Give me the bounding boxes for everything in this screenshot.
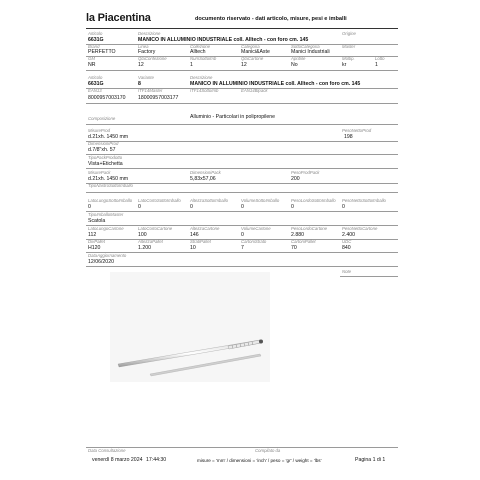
label-udc: UDC: [342, 239, 352, 244]
label-categoria: Categoria: [241, 44, 260, 49]
label-linea: Linea: [138, 44, 149, 49]
footer-date: venerdì 8 marzo 2024: [92, 457, 143, 463]
label-master: Master: [342, 44, 356, 49]
label-latocortosottoimb: LatoCortoSottoImballo: [138, 198, 181, 203]
label-composizione: Composizione: [88, 116, 116, 121]
label-ean14bipack: EAN14Bipack: [241, 88, 268, 93]
value-altezzacartone: 146: [190, 232, 199, 238]
label-pesonettocartone: PesoNettoCartone: [342, 226, 378, 231]
divider: [86, 252, 398, 253]
label-dataconsultazione: Data Consultazione: [88, 448, 126, 453]
value-pesonettocartone: 2.400: [342, 232, 355, 238]
footer-units-legend: misure = 'mm' / dimensioni = 'inch' / peso = 'gr' / weight = 'lbs': [197, 458, 322, 463]
label-volumecartone: VolumeCartone: [241, 226, 271, 231]
label-cartonistrato: CartoniStrato: [241, 239, 267, 244]
value-misurepack: d.21xh. 1450 mm: [88, 176, 129, 182]
label-articolo: Articolo: [88, 31, 103, 36]
value-categoria: Manici&Aste: [241, 49, 270, 55]
value-descrizione-variante: MANICO IN ALLUMINIO INDUSTRIALE coll. Alltech - con foro cm. 145: [190, 81, 361, 87]
value-altezzasottoimb: 0: [190, 204, 193, 210]
page-title: documento riservato - dati articolo, misure, pesi e imballi: [195, 16, 347, 22]
label-pesolordocartone: PesoLordoCartone: [291, 226, 328, 231]
label-dimensionipack: DimensioniPack: [190, 170, 221, 175]
value-altezzapallet: 1.200: [138, 245, 151, 251]
label-itf14sottoimb: ITF14SottoImb: [190, 88, 219, 93]
aluminium-handle-icon: [110, 272, 270, 382]
brand-logo: la Piacentina: [86, 12, 151, 24]
value-lotto: 1: [375, 62, 378, 68]
value-udc: 840: [342, 245, 351, 251]
label-stratipallet: StratiPallet: [190, 239, 211, 244]
value-latocortocartone: 100: [138, 232, 147, 238]
value-descrizione: MANICO IN ALLUMINIO INDUSTRIALE coll. Alltech - con foro cm. 145: [138, 37, 309, 43]
value-apribile: No: [291, 62, 298, 68]
value-volumesottoimb: 0: [241, 204, 244, 210]
label-altezzapallet: AltezzaPallet: [138, 239, 163, 244]
divider: [86, 266, 398, 267]
label-latolungocartone: LatoLungoCartone: [88, 226, 124, 231]
label-pesoprodpack: PesoProdPack: [291, 170, 320, 175]
header-divider: [86, 28, 398, 29]
footer-divider: [86, 447, 398, 448]
value-tipoimballomaster: Scatola: [88, 218, 106, 224]
value-sottocategoria: Manici Industriali: [291, 49, 330, 55]
value-volumecartone: 0: [241, 232, 244, 238]
label-numsottoimb: NumSottoImb: [190, 56, 217, 61]
value-cartonistrato: 7: [241, 245, 244, 251]
label-qtacartone: QtaCartone: [241, 56, 264, 61]
label-misureprod: MisureProd: [88, 128, 110, 133]
label-compilatoda: Compilato da: [255, 448, 281, 453]
label-collezione: Collezione: [190, 44, 211, 49]
label-tipopackprodotto: TipoPackProdotto: [88, 155, 123, 160]
divider: [86, 211, 398, 212]
label-descrizione: Descrizione: [138, 31, 161, 36]
value-latocortosottoimb: 0: [138, 204, 141, 210]
divider: [86, 70, 398, 71]
value-latolungosottoimb: 0: [88, 204, 91, 210]
value-itf14master: 18000957003177: [138, 95, 179, 101]
value-ean13: 8000957003170: [88, 95, 126, 101]
value-stratipallet: 10: [190, 245, 196, 251]
value-latolungocartone: 112: [88, 232, 97, 238]
value-collezione: Alltech: [190, 49, 206, 55]
label-tiposottoimballo: TipoNastroSottoImballo: [88, 183, 133, 188]
label-cartonipallet: CartoniPallet: [291, 239, 316, 244]
label-volumesottoimb: VolumeSottoImballo: [241, 198, 280, 203]
label-articolo-variante: Articolo: [88, 75, 103, 80]
value-linea: Factory: [138, 49, 156, 55]
label-tipoimballomaster: TipoImballoMaster: [88, 212, 124, 217]
label-misurepack: MisurePack: [88, 170, 111, 175]
label-note: Note: [342, 269, 352, 274]
value-pesolordocartone: 2.880: [291, 232, 304, 238]
label-apribile: Apribile: [291, 56, 306, 61]
value-composizione: Alluminio - Particolari in polipropilene: [190, 114, 276, 120]
divider: [86, 141, 398, 142]
divider: [86, 192, 398, 193]
footer-time: 17:44:30: [146, 457, 167, 463]
label-sottocategoria: SottoCategoria: [291, 44, 320, 49]
value-moltip: kr: [342, 62, 347, 68]
value-pesonettoprod: 198: [344, 134, 353, 140]
value-gm: NR: [88, 62, 96, 68]
divider: [86, 103, 398, 104]
label-latocortocartone: LatoCortoCartone: [138, 226, 173, 231]
value-pesonettosottoimb: 0: [342, 204, 345, 210]
label-latolungosottoimb: LatoLungoSottoImballo: [88, 198, 133, 203]
product-image: [110, 272, 270, 382]
divider: [86, 168, 398, 169]
label-altezzacartone: AltezzaCartone: [190, 226, 220, 231]
label-origine: Origine: [342, 31, 356, 36]
value-qtacartone: 12: [241, 62, 247, 68]
value-articolo: 6631G: [88, 37, 104, 43]
value-dataaggiornamento: 12/06/2020: [88, 259, 114, 265]
label-ean13: EAN13: [88, 88, 102, 93]
label-gm: GM: [88, 56, 95, 61]
label-dimensioniprod: DimensioniProd: [88, 141, 119, 146]
label-qtaconfezione: QtaConfezione: [138, 56, 167, 61]
value-cartonipallet: 70: [291, 245, 297, 251]
value-variante: 8: [138, 81, 141, 87]
note-divider: [340, 276, 398, 277]
value-brand: PERFETTO: [88, 49, 116, 55]
label-dataaggiornamento: DataAggiornamento: [88, 253, 127, 258]
value-articolo-variante: 6631G: [88, 81, 104, 87]
label-lotto: Lotto: [375, 56, 385, 61]
label-pesonettosottoimb: PesoNettoSottoImballo: [342, 198, 386, 203]
value-dimensionipack: 5,83x57,06: [190, 176, 216, 182]
value-pesoprodpack: 200: [291, 176, 300, 182]
divider: [86, 124, 398, 125]
value-pesolordosottoimb: 0: [291, 204, 294, 210]
label-variante: Variante: [138, 75, 154, 80]
value-tipopackprodotto: Vista+Etichetta: [88, 161, 123, 167]
label-itf14master: ITF14Master: [138, 88, 163, 93]
label-descrizione-variante: Descrizione: [190, 75, 213, 80]
value-numsottoimb: 1: [190, 62, 193, 68]
divider: [86, 154, 398, 155]
value-dimensioniprod: d.7/8"xh. 57: [88, 147, 116, 153]
label-pesolordosottoimb: PesoLordoSottoImballo: [291, 198, 336, 203]
footer-page-number: Pagina 1 di 1: [355, 457, 386, 463]
value-qtaconfezione: 12: [138, 62, 144, 68]
label-brand: Brand: [88, 44, 100, 49]
label-altezzasottoimb: AltezzaSottoImballo: [190, 198, 228, 203]
value-divpallet: H120: [88, 245, 101, 251]
label-divpallet: DivPallet: [88, 239, 105, 244]
label-moltip: Moltip.: [342, 56, 355, 61]
value-misureprod: d.21xh. 1450 mm: [88, 134, 129, 140]
label-pesonettoprod: PesoNettoProd: [342, 128, 372, 133]
